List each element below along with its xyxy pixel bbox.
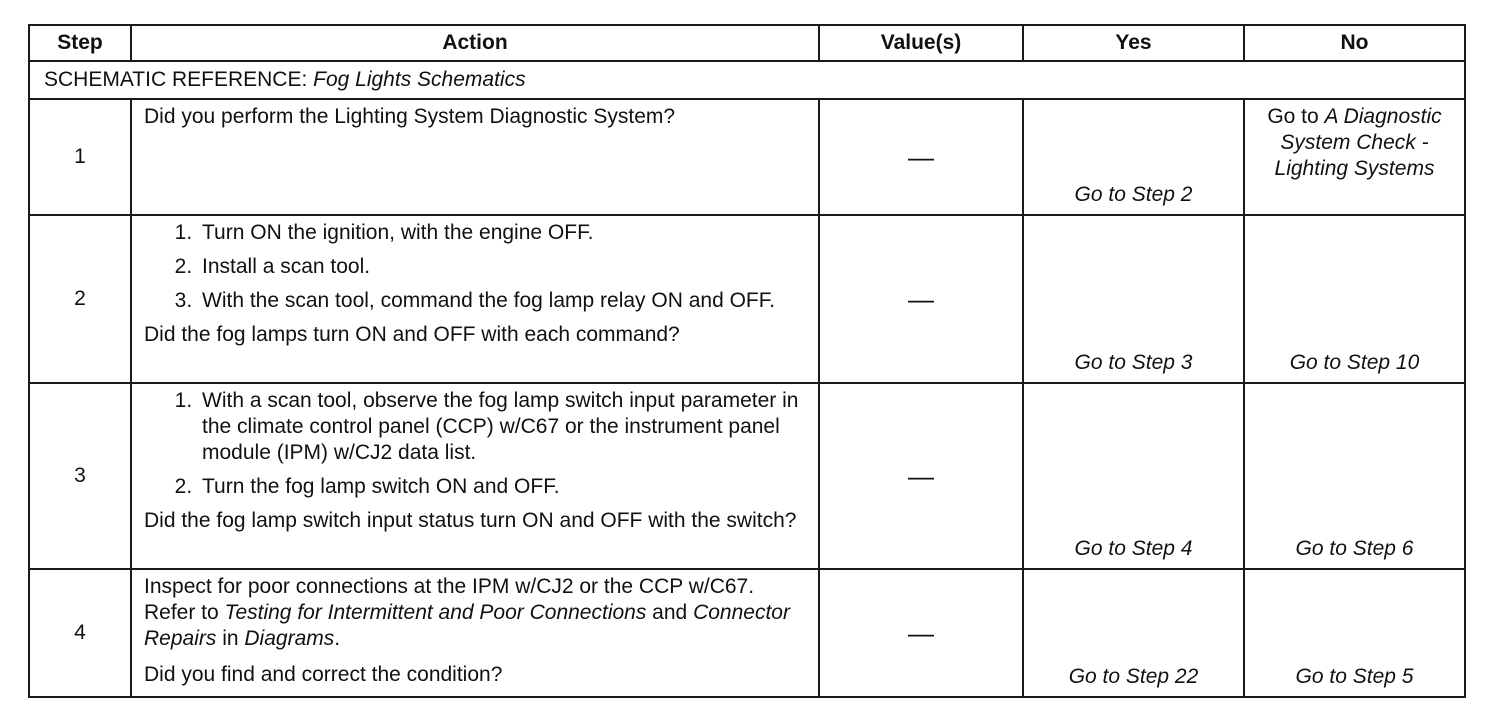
value-cell: — (819, 99, 1023, 215)
action-item: 1. Turn ON the ignition, with the engine OFF. (198, 220, 806, 246)
no-cell: Go to Step 10 (1244, 215, 1465, 383)
col-header-values: Value(s) (819, 25, 1023, 61)
action-item: 2. Install a scan tool. (198, 254, 806, 280)
value-cell: — (819, 383, 1023, 569)
no-cell (1244, 99, 1465, 215)
yes-cell: Go to Step 4 (1023, 383, 1244, 569)
reference-connector-repairs: Connector Repairs (144, 601, 790, 650)
action-cell (131, 383, 819, 569)
col-header-step: Step (29, 25, 131, 61)
instruction-text: in (216, 627, 245, 650)
no-cell: Go to Step 5 (1244, 569, 1465, 697)
schematic-link: Fog Lights Schematics (313, 68, 526, 91)
header-row (29, 25, 1465, 61)
step-number: 1 (29, 99, 131, 215)
value-cell: — (819, 215, 1023, 383)
action-question: Did the fog lamp switch input status turn ON and OFF with the switch? (144, 509, 797, 532)
table-row (29, 569, 1465, 697)
no-cell: Go to Step 6 (1244, 383, 1465, 569)
value-cell: — (819, 569, 1023, 697)
schematic-reference-row (29, 61, 1465, 99)
action-cell (131, 569, 819, 697)
action-item: 2. Turn the fog lamp switch ON and OFF. (198, 474, 806, 500)
diagnostic-table (28, 24, 1466, 698)
col-header-yes: Yes (1023, 25, 1244, 61)
yes-cell: Go to Step 3 (1023, 215, 1244, 383)
yes-cell: Go to Step 22 (1023, 569, 1244, 697)
instruction-text: and (646, 601, 694, 624)
yes-cell: Go to Step 2 (1023, 99, 1244, 215)
action-steps (144, 388, 806, 500)
action-item: 3. With the scan tool, command the fog lamp relay ON and OFF. (198, 288, 806, 314)
action-cell (131, 215, 819, 383)
step-number: 3 (29, 383, 131, 569)
table-row (29, 215, 1465, 383)
schematic-reference (29, 61, 1465, 99)
action-question: Did you perform the Lighting System Diagnostic System? (144, 105, 676, 128)
instruction-text: . (334, 627, 341, 650)
reference-testing: Testing for Intermittent and Poor Connections (224, 601, 647, 624)
col-header-action: Action (131, 25, 819, 61)
no-prefix: Go to (1267, 105, 1325, 128)
reference-diagrams: Diagrams (244, 627, 335, 650)
instruction-text: Inspect for poor connections at the IPM w/CJ2 or the CCP w/C67. Refer to (144, 575, 755, 624)
col-header-no: No (1244, 25, 1465, 61)
action-cell (131, 99, 819, 215)
action-steps (144, 220, 806, 314)
no-link: A Diagnostic System Check - Lighting Systems (1274, 105, 1442, 180)
schematic-label: SCHEMATIC REFERENCE: (44, 68, 314, 91)
step-number: 2 (29, 215, 131, 383)
step-number: 4 (29, 569, 131, 697)
action-item: 1. With a scan tool, observe the fog lamp switch input parameter in the climate control panel (CCP) w/C67 or the instrument panel module (IPM) w/CJ2 data list. (198, 388, 806, 466)
action-instruction (144, 574, 806, 652)
table-row (29, 383, 1465, 569)
action-question: Did you find and correct the condition? (144, 663, 503, 686)
action-question: Did the fog lamps turn ON and OFF with each command? (144, 323, 680, 346)
table-row (29, 99, 1465, 215)
